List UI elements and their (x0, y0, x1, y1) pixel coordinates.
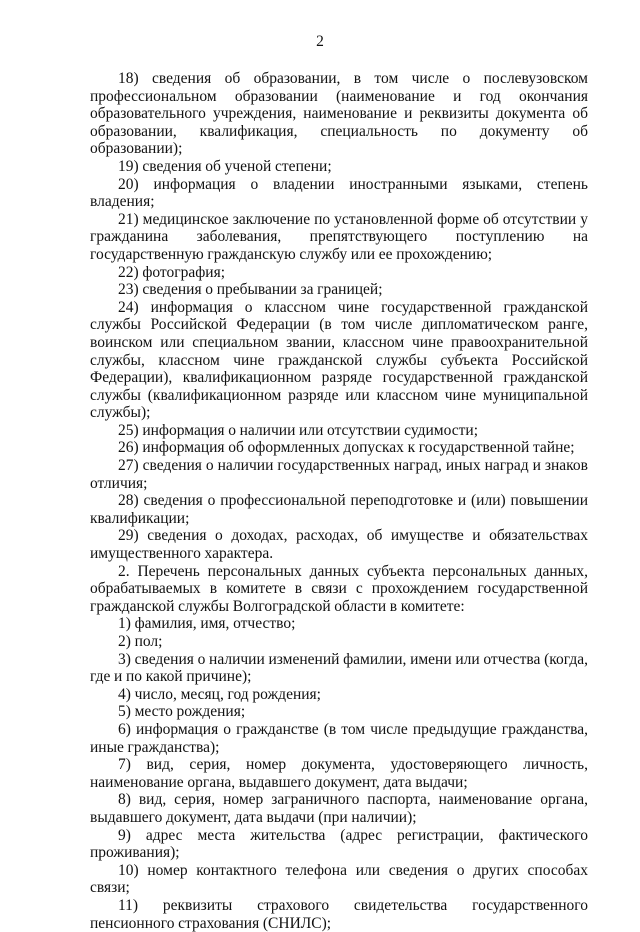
item-22-photo: 22) фотография; (118, 263, 226, 281)
s2-item-7-id-document: 7) вид, серия, номер документа, удостоверяющего личность, наименование органа, выдавшего документ, дата выдачи; (90, 756, 588, 791)
item-18-education: 18) сведения об образовании, в том числе о послевузовском профессиональном образовании (наименование и год окончания образовательного учреждения, наименование и реквизиты документа об образовании, квалификация, специальность по документу об образовании); (90, 70, 588, 158)
item-23-abroad: 23) сведения о пребывании за границей; (118, 281, 383, 299)
document-body (90, 70, 588, 932)
s2-item-9-address: 9) адрес места жительства (адрес регистрации, фактического проживания); (90, 826, 588, 862)
s2-item-6-citizenship: 6) информация о гражданстве (в том числе предыдущие гражданства, иные гражданства); (90, 720, 588, 756)
item-20-languages: 20) информация о владении иностранными языками, степень владения; (90, 175, 588, 211)
section-2-heading: 2. Перечень персональных данных субъекта персональных данных, обрабатываемых в комитете в связи с прохождением государственной гражданской службы Волгоградской области в комитете: (90, 562, 588, 615)
item-26-clearances: 26) информация об оформленных допусках к государственной тайне; (118, 439, 575, 457)
item-21-medical: 21) медицинское заключение по установленной форме об отсутствии у гражданина заболевания, препятствующего поступлению на государственную гражданскую службу или ее прохождению; (90, 210, 588, 263)
s2-item-8-passport: 8) вид, серия, номер заграничного паспорта, наименование органа, выдавшего документ, дата выдачи (при наличии); (90, 791, 588, 826)
s2-item-5-birthplace: 5) место рождения; (118, 703, 246, 721)
item-28-training: 28) сведения о профессиональной переподготовке и (или) повышении квалификации; (90, 492, 588, 527)
s2-item-1-name: 1) фамилия, имя, отчество; (118, 615, 296, 633)
s2-item-11-snils: 11) реквизиты страхового свидетельства государственного пенсионного страхования (СНИЛС); (90, 896, 588, 932)
page-number: 2 (316, 33, 324, 50)
item-29-income: 29) сведения о доходах, расходах, об имуществе и обязательствах имущественного характера. (90, 527, 588, 563)
item-19-degree: 19) сведения об ученой степени; (118, 157, 332, 175)
item-25-criminal-record: 25) информация о наличии или отсутствии судимости; (118, 421, 478, 439)
s2-item-3-name-changes: 3) сведения о наличии изменений фамилии, имени или отчества (когда, где и по какой причине); (90, 650, 588, 686)
item-24-class-rank: 24) информация о классном чине государственной гражданской службы Российской Федерации (в том числе дипломатическом ранге, воинском или специальном звании, классном чине правоохранительной службы, классном чине гражданской службы субъекта Российской Федерации), квалификационном разряде государственной гражданской службы (квалификационном разряде или классном чине муниципальной службы); (90, 298, 588, 422)
s2-item-2-sex: 2) пол; (118, 633, 163, 650)
s2-item-10-phone: 10) номер контактного телефона или сведения о других способах связи; (90, 861, 588, 897)
s2-item-4-birthdate: 4) число, месяц, год рождения; (118, 685, 321, 703)
item-27-awards: 27) сведения о наличии государственных наград, иных наград и знаков отличия; (90, 457, 588, 492)
